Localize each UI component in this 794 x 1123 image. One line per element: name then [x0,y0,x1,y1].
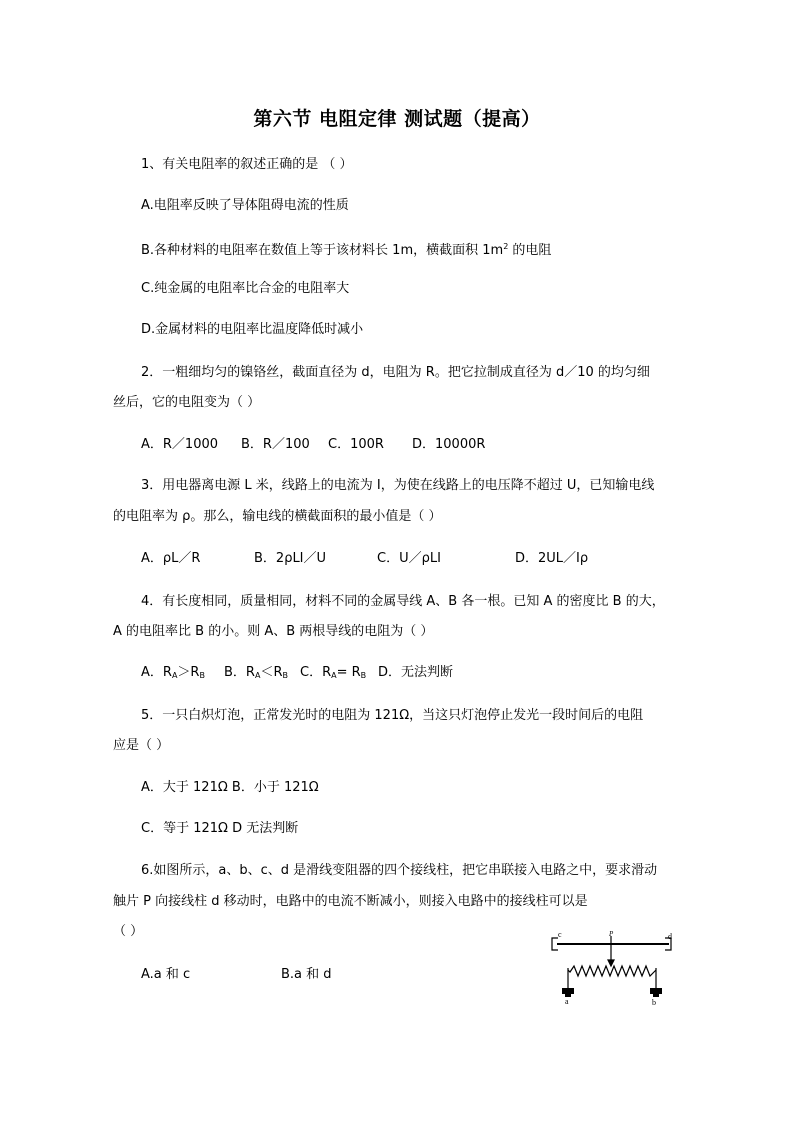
terminal-a-base [562,988,574,994]
q3-option-d: D．2UL／Iρ [515,551,589,566]
q3-stem-line1: 3．用电器离电源 L 米，线路上的电流为 I，为使在线路上的电压降不超过 U，已知输电线 [141,478,655,493]
q3-option-c: C．U／ρLI [377,551,441,566]
q2-stem-line2: 丝后，它的电阻变为（ ） [113,395,261,410]
q4-stem-line2: A 的电阻率比 B 的小。则 A、B 两根导线的电阻为（ ） [113,624,434,639]
label-a: a [565,997,569,1006]
q2-option-a: A．R／1000 [141,437,219,452]
q6-stem-line1: 6.如图所示，a、b、c、d 是滑线变阻器的四个接线柱，把它串联接入电路之中，要求滑动 [141,863,658,878]
q4-a-r1: A．R [141,665,172,680]
label-p: P [609,930,614,938]
slider-p-arrow [608,960,614,966]
q4-b-sub1: A [254,671,261,680]
terminal-b-base [650,988,662,994]
q2-stem-line1: 2．一粗细均匀的镍铬丝，截面直径为 d，电阻为 R。把它拉制成直径为 d／10 的均匀细 [141,365,650,380]
label-d: d [668,932,672,941]
q4-a-sub2: B [199,671,205,680]
q2-option-b: B．R／100 [241,437,310,452]
q1-option-b [141,238,551,260]
q1-option-c: C.纯金属的电阻率比合金的电阻率大 [141,281,350,296]
q4-option-a [141,664,205,685]
q4-option-c [300,664,366,685]
page-title: 第六节 电阻定律 测试题（提高） [253,108,541,130]
q4-a-rel: ＞R [177,665,200,680]
q1-option-b-tail: 的电阻 [508,243,552,258]
q2-option-d: D．10000R [412,437,486,452]
q3-stem-line2: 的电阻率为 ρ。那么，输电线的横截面积的最小值是（ ） [113,509,442,524]
q3-option-a: A．ρL／R [141,551,201,566]
resistor-coil [568,966,656,976]
q6-option-b: B.a 和 d [281,967,332,982]
q5-options-ab: A．大于 121Ω B．小于 121Ω [141,780,319,795]
q1-option-d: D.金属材料的电阻率比温度降低时减小 [141,322,364,337]
q1-stem: 1、有关电阻率的叙述正确的是 （ ） [141,157,353,172]
q4-b-r1: B．R [224,665,255,680]
q5-stem-line1: 5．一只白炽灯泡，正常发光时的电阻为 121Ω，当这只灯泡停止发光一段时间后的电阻 [141,708,644,723]
q4-b-sub2: B [282,671,288,680]
q4-stem-line1: 4．有长度相同，质量相同，材料不同的金属导线 A、B 各一根。已知 A 的密度比 B 的大， [141,594,665,609]
q5-options-cd: C．等于 121Ω D 无法判断 [141,821,299,836]
q1-option-b-sup: 2 [503,242,509,251]
q2-option-c: C．100R [328,437,384,452]
rheostat-diagram [546,928,680,1006]
q1-option-b-text: B.各种材料的电阻率在数值上等于该材料长 1m，横截面积 1m [141,243,504,258]
q4-a-sub1: A [171,671,178,680]
label-c: c [558,930,562,939]
q4-c-rel: = R [336,665,361,680]
q4-c-sub2: B [360,671,367,680]
q4-option-d: D．无法判断 [378,665,454,680]
label-b: b [652,998,656,1006]
q6-stem-line2: 触片 P 向接线柱 d 移动时，电路中的电流不断减小，则接入电路中的接线柱可以是 [113,894,588,909]
q4-c-sub1: A [331,671,337,680]
q4-c-r1: C．R [300,665,332,680]
q1-option-a: A.电阻率反映了导体阻碍电流的性质 [141,198,349,213]
q5-stem-line2: 应是（ ） [113,738,170,753]
q4-b-rel: ＜R [260,665,283,680]
q6-option-a: A.a 和 c [141,967,191,982]
q4-option-b [224,664,288,685]
terminal-b-foot [653,994,659,997]
q3-option-b: B．2ρLI／U [254,551,327,566]
q6-stem-line3: （ ） [113,924,144,939]
